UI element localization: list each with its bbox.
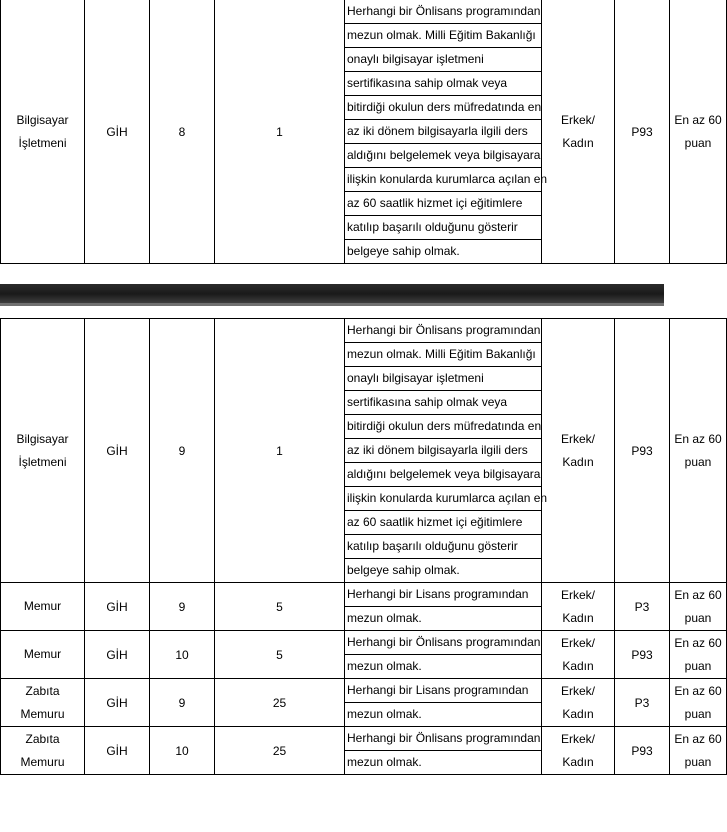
gender-cell bbox=[542, 679, 615, 727]
degree-cell: 9 bbox=[150, 583, 215, 631]
score-line: En az 60 bbox=[674, 431, 722, 446]
position-line: Memuru bbox=[20, 706, 65, 721]
kpss-cell: P3 bbox=[615, 679, 670, 727]
requirement-line: sertifikasına sahip olmak veya bbox=[345, 72, 541, 96]
requirement-line: mezun olmak. bbox=[347, 611, 422, 625]
requirement-line: katılıp başarılı olduğunu gösterir bbox=[345, 216, 541, 240]
degree-cell: 9 bbox=[150, 319, 215, 583]
requirement-line: Herhangi bir Önlisans programından bbox=[345, 319, 541, 343]
score-cell bbox=[670, 0, 727, 264]
position-cell bbox=[1, 727, 85, 775]
position-line: Memur bbox=[23, 599, 62, 613]
kpss-cell: P3 bbox=[615, 583, 670, 631]
table-row bbox=[1, 679, 727, 727]
gender-line: Erkek/ bbox=[560, 731, 595, 746]
score-line: En az 60 bbox=[674, 635, 722, 650]
gender-cell bbox=[542, 319, 615, 583]
gender-cell bbox=[542, 727, 615, 775]
position-cell bbox=[1, 319, 85, 583]
gender-line: Kadın bbox=[562, 706, 594, 721]
position-line: Zabıta bbox=[25, 731, 60, 746]
requirement-line: Herhangi bir Önlisans programından bbox=[345, 727, 541, 751]
score-cell bbox=[670, 319, 727, 583]
class-cell: GİH bbox=[85, 679, 150, 727]
requirement-cell bbox=[345, 319, 548, 583]
table-bottom-body bbox=[1, 319, 727, 775]
position-cell bbox=[1, 631, 85, 679]
score-line: En az 60 bbox=[674, 587, 722, 602]
gender-line: Erkek/ bbox=[560, 683, 595, 698]
kpss-cell: P93 bbox=[615, 0, 670, 264]
gender-line: Kadın bbox=[562, 754, 594, 769]
requirement-line: belgeye sahip olmak. bbox=[347, 563, 460, 577]
score-cell bbox=[670, 631, 727, 679]
class-cell: GİH bbox=[85, 727, 150, 775]
degree-cell: 10 bbox=[150, 631, 215, 679]
class-cell: GİH bbox=[85, 319, 150, 583]
position-line: İşletmeni bbox=[18, 135, 67, 150]
gender-cell bbox=[542, 631, 615, 679]
kpss-cell: P93 bbox=[615, 727, 670, 775]
requirement-cell bbox=[345, 583, 542, 631]
score-line: puan bbox=[684, 658, 712, 673]
gender-line: Erkek/ bbox=[560, 587, 595, 602]
requirement-line: mezun olmak. bbox=[347, 659, 422, 673]
table-row bbox=[1, 319, 727, 583]
table-row bbox=[1, 583, 727, 631]
staff-table-top bbox=[0, 0, 727, 264]
position-line: İşletmeni bbox=[18, 454, 67, 469]
requirement-line: mezun olmak. bbox=[347, 707, 422, 721]
gender-line: Kadın bbox=[562, 610, 594, 625]
requirement-line: az iki dönem bilgisayarla ilgili ders bbox=[345, 120, 541, 144]
requirement-line: mezun olmak. Milli Eğitim Bakanlığı bbox=[345, 343, 541, 367]
requirement-line: bitirdiği okulun ders müfredatında en bbox=[345, 96, 541, 120]
score-line: puan bbox=[684, 610, 712, 625]
quota-cell: 25 bbox=[215, 727, 345, 775]
score-line: En az 60 bbox=[674, 112, 722, 127]
position-line: Memur bbox=[23, 647, 62, 661]
requirement-line: az 60 saatlik hizmet içi eğitimlere bbox=[345, 511, 541, 535]
quota-cell: 5 bbox=[215, 631, 345, 679]
class-cell: GİH bbox=[85, 631, 150, 679]
score-line: En az 60 bbox=[674, 683, 722, 698]
gender-line: Erkek/ bbox=[560, 112, 595, 127]
requirement-line: mezun olmak. Milli Eğitim Bakanlığı bbox=[345, 24, 541, 48]
requirement-line: ilişkin konularda kurumlarca açılan en bbox=[345, 168, 541, 192]
position-line: Bilgisayar bbox=[16, 431, 69, 446]
kpss-cell: P93 bbox=[615, 319, 670, 583]
degree-cell: 10 bbox=[150, 727, 215, 775]
score-cell bbox=[670, 583, 727, 631]
gender-line: Kadın bbox=[562, 135, 594, 150]
quota-cell: 1 bbox=[215, 319, 345, 583]
table-top-body bbox=[1, 0, 727, 264]
requirement-line: sertifikasına sahip olmak veya bbox=[345, 391, 541, 415]
requirement-line: onaylı bilgisayar işletmeni bbox=[345, 48, 541, 72]
gender-line: Kadın bbox=[562, 454, 594, 469]
requirement-cell bbox=[345, 631, 542, 679]
requirement-line: bitirdiği okulun ders müfredatında en bbox=[345, 415, 541, 439]
degree-cell: 8 bbox=[150, 0, 215, 264]
requirement-line: aldığını belgelemek veya bilgisayara bbox=[345, 463, 541, 487]
score-cell bbox=[670, 679, 727, 727]
requirement-line: aldığını belgelemek veya bilgisayara bbox=[345, 144, 541, 168]
requirement-cell bbox=[345, 727, 542, 775]
position-cell bbox=[1, 679, 85, 727]
requirement-line: mezun olmak. bbox=[347, 755, 422, 769]
position-line: Memuru bbox=[20, 754, 65, 769]
position-line: Bilgisayar bbox=[16, 112, 69, 127]
requirement-cell bbox=[345, 0, 548, 264]
requirement-line: az 60 saatlik hizmet içi eğitimlere bbox=[345, 192, 541, 216]
score-line: puan bbox=[684, 706, 712, 721]
class-cell: GİH bbox=[85, 0, 150, 264]
staff-table-bottom bbox=[0, 318, 727, 775]
requirement-cell bbox=[345, 679, 542, 727]
gender-line: Erkek/ bbox=[560, 635, 595, 650]
quota-cell: 25 bbox=[215, 679, 345, 727]
gender-line: Erkek/ bbox=[560, 431, 595, 446]
requirement-line: Herhangi bir Lisans programından bbox=[345, 679, 541, 703]
table-row bbox=[1, 727, 727, 775]
position-cell bbox=[1, 583, 85, 631]
table-row bbox=[1, 631, 727, 679]
class-cell: GİH bbox=[85, 583, 150, 631]
requirement-line: Herhangi bir Lisans programından bbox=[345, 583, 541, 607]
score-line: puan bbox=[684, 135, 712, 150]
requirement-line: Herhangi bir Önlisans programından bbox=[345, 631, 541, 655]
score-line: puan bbox=[684, 454, 712, 469]
score-line: En az 60 bbox=[674, 731, 722, 746]
gender-cell bbox=[542, 583, 615, 631]
degree-cell: 9 bbox=[150, 679, 215, 727]
position-line: Zabıta bbox=[25, 683, 60, 698]
position-cell bbox=[1, 0, 85, 264]
requirement-line: onaylı bilgisayar işletmeni bbox=[345, 367, 541, 391]
score-cell bbox=[670, 727, 727, 775]
quota-cell: 5 bbox=[215, 583, 345, 631]
kpss-cell: P93 bbox=[615, 631, 670, 679]
table-row bbox=[1, 0, 727, 264]
quota-cell: 1 bbox=[215, 0, 345, 264]
requirement-line: Herhangi bir Önlisans programından bbox=[345, 0, 541, 24]
gender-line: Kadın bbox=[562, 658, 594, 673]
requirement-line: az iki dönem bilgisayarla ilgili ders bbox=[345, 439, 541, 463]
requirement-line: ilişkin konularda kurumlarca açılan en bbox=[345, 487, 541, 511]
gender-cell bbox=[542, 0, 615, 264]
requirement-line: katılıp başarılı olduğunu gösterir bbox=[345, 535, 541, 559]
section-separator-bar bbox=[0, 284, 664, 306]
requirement-line: belgeye sahip olmak. bbox=[347, 244, 460, 258]
score-line: puan bbox=[684, 754, 712, 769]
